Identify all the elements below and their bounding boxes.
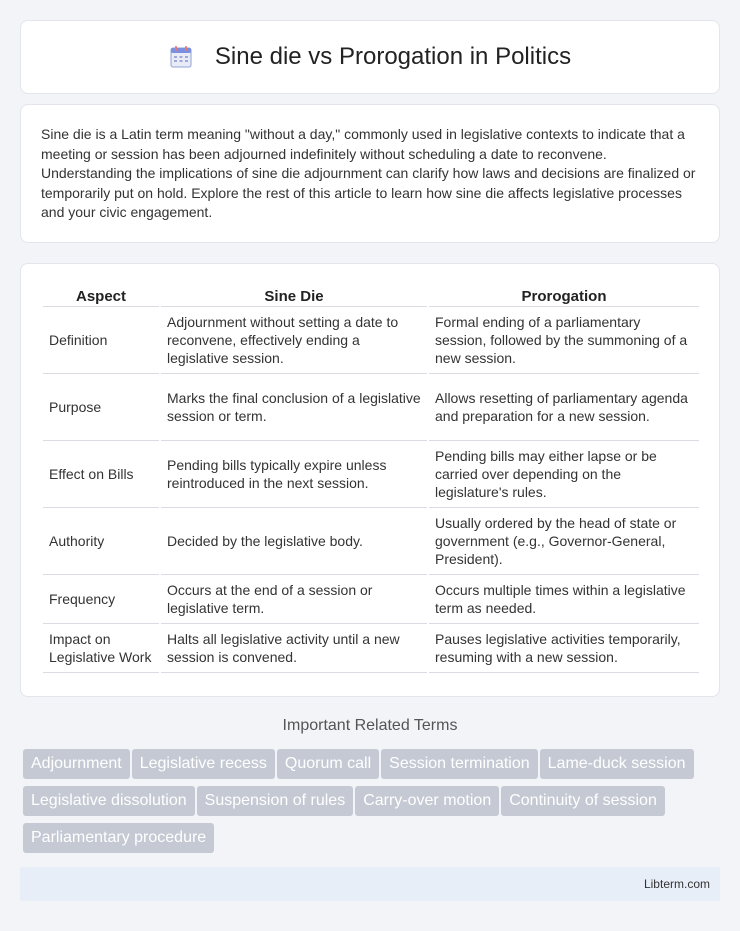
- table-row: [43, 307, 699, 374]
- table-header-row: [43, 284, 699, 307]
- tag-quorum-call[interactable]: Quorum call: [277, 749, 379, 779]
- cell-aspect: Frequency: [43, 575, 159, 624]
- comparison-card: [20, 263, 720, 697]
- footer: [20, 867, 720, 901]
- cell-sine-die: Occurs at the end of a session or legislative term.: [161, 575, 427, 624]
- cell-sine-die: Marks the final conclusion of a legislative session or term.: [161, 374, 427, 441]
- cell-sine-die: Adjournment without setting a date to reconvene, effectively ending a legislative session.: [161, 307, 427, 374]
- cell-sine-die: Pending bills typically expire unless reintroduced in the next session.: [161, 441, 427, 508]
- cell-prorogation: Formal ending of a parliamentary session, followed by the summoning of a new session.: [429, 307, 699, 374]
- table-row: [43, 441, 699, 508]
- cell-aspect: Impact on Legislative Work: [43, 624, 159, 673]
- cell-sine-die: Halts all legislative activity until a new session is convened.: [161, 624, 427, 673]
- tag-legislative-dissolution[interactable]: Legislative dissolution: [23, 786, 195, 816]
- calendar-icon: [169, 45, 193, 69]
- comparison-table: [41, 284, 701, 673]
- related-terms-list: [23, 749, 723, 860]
- tag-adjournment[interactable]: Adjournment: [23, 749, 130, 779]
- tag-parliamentary-procedure[interactable]: Parliamentary procedure: [23, 823, 214, 853]
- cell-sine-die: Decided by the legislative body.: [161, 508, 427, 575]
- header-aspect: Aspect: [43, 284, 159, 307]
- cell-prorogation: Occurs multiple times within a legislative term as needed.: [429, 575, 699, 624]
- cell-prorogation: Pauses legislative activities temporarily, resuming with a new session.: [429, 624, 699, 673]
- intro-paragraph: Sine die is a Latin term meaning "without a day," commonly used in legislative contexts to indicate that a meeting or session has been adjourned indefinitely without scheduling a date to reconvene. Understanding the implications of sine die adjournment can clarify how laws and decisions are finalized or temporarily put on hold. Explore the rest of this article to learn how sine die affects legislative processes and your civic engagement.: [41, 126, 696, 220]
- tag-session-termination[interactable]: Session termination: [381, 749, 538, 779]
- header-card: [20, 20, 720, 94]
- page-title: Sine die vs Prorogation in Politics: [214, 43, 572, 70]
- cell-prorogation: Allows resetting of parliamentary agenda and preparation for a new session.: [429, 374, 699, 441]
- table-row: [43, 575, 699, 624]
- cell-aspect: Effect on Bills: [43, 441, 159, 508]
- header-prorogation: Prorogation: [429, 284, 699, 307]
- cell-aspect: Definition: [43, 307, 159, 374]
- tag-legislative-recess[interactable]: Legislative recess: [132, 749, 275, 779]
- tag-suspension-of-rules[interactable]: Suspension of rules: [197, 786, 354, 816]
- table-row: [43, 624, 699, 673]
- table-row: [43, 374, 699, 441]
- cell-prorogation: Usually ordered by the head of state or government (e.g., Governor-General, President).: [429, 508, 699, 575]
- cell-aspect: Authority: [43, 508, 159, 575]
- related-terms-title: Important Related Terms: [282, 717, 458, 734]
- tag-carry-over-motion[interactable]: Carry-over motion: [355, 786, 499, 816]
- cell-prorogation: Pending bills may either lapse or be carried over depending on the legislature's rules.: [429, 441, 699, 508]
- header-sine-die: Sine Die: [161, 284, 427, 307]
- intro-card: [20, 104, 720, 243]
- footer-site-link[interactable]: Libterm.com: [643, 877, 710, 891]
- tag-lame-duck-session[interactable]: Lame-duck session: [540, 749, 694, 779]
- table-row: [43, 508, 699, 575]
- tag-continuity-of-session[interactable]: Continuity of session: [501, 786, 665, 816]
- cell-aspect: Purpose: [43, 374, 159, 441]
